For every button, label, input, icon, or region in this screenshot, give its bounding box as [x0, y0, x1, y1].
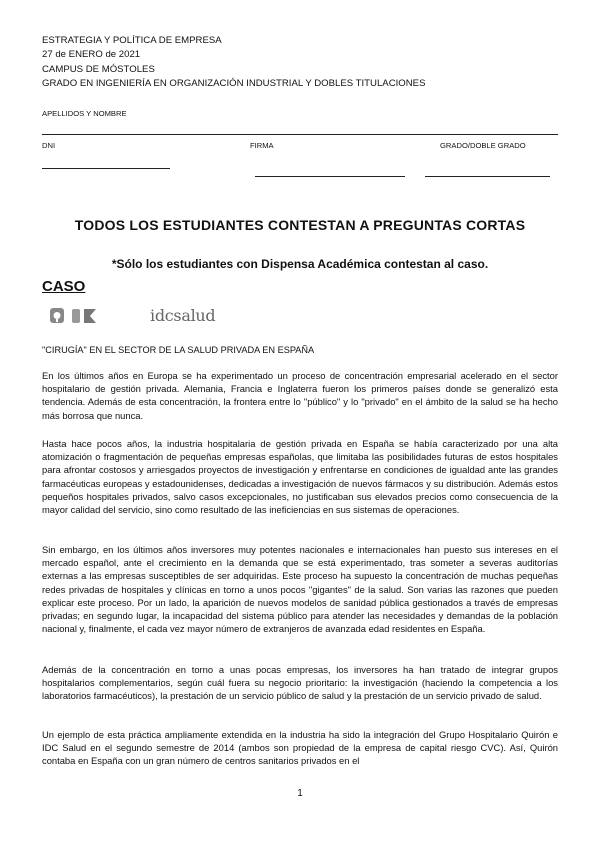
degree-name: GRADO EN INGENIERÍA EN ORGANIZACIÓN INDUSTRIAL Y DOBLES TITULACIONES [42, 77, 426, 89]
dni-field-line[interactable] [42, 168, 170, 169]
paragraph-4: Además de la concentración en torno a unas pocas empresas, los inversores ha han tratado de integrar grupos hospitalarios complementarios, según cuál fuera su negocio prioritario: la investigación (haciendo la competencia a los laboratorios farmacéuticos), la prestación de un servicio público de salud y la prestación de un servicio privado de salud. [42, 664, 558, 702]
name-field-line[interactable] [42, 134, 558, 135]
paragraph-3: Sin embargo, en los últimos años inversores muy potentes nacionales e internacionales han puesto sus intereses en el mercado español, ante el crecimiento en la demanda que se está experimentado, tras someter a severas auditorías externas a las empresas susceptibles de ser adquiridas. Este proceso ha supuesto la concentración de muchas pequeñas redes privadas de hospitales y clínicas en torno a unos pocos "gigantes" de la salud. Son varias las razones que pueden explicar este proceso. Por un lado, la aparición de nuevos modelos de sanidad pública gestionados a través de empresas privadas; en segundo lugar, la incapacidad del sistema público para atender las necesidades y demandas de la población nacional y, finalmente, el cada vez mayor número de extranjeros de avanzada edad residentes en España. [42, 544, 558, 635]
page-number: 1 [297, 788, 303, 799]
dni-label: DNI [42, 141, 56, 150]
idcsalud-logo [48, 305, 216, 327]
sub-instruction: *Sólo los estudiantes con Dispensa Académica contestan al caso. [111, 257, 489, 271]
campus-name: CAMPUS DE MÓSTOLES [42, 63, 155, 75]
exam-header [42, 34, 425, 91]
idcsalud-logo-text: idcsalud [150, 306, 216, 325]
paragraph-1: En los últimos años en Europa se ha experimentado un proceso de concentración empresarial acelerado en el sector hospitalario de gestión privada. Alemania, Francia e Inglaterra fueron los primeros países donde se generalizó esta tendencia. Además de esta concentración, la frontera entre lo "público" y lo "privado" en el ámbito de la salud se ha hecho más borrosa que nunca. [42, 370, 558, 421]
paragraph-2: Hasta hace pocos años, la industria hospitalaria de gestión privada en España se había caracterizado por una alta atomización o fragmentación de pequeñas empresas españolas, que limitaba las posibilidades futuras de estos hospitales para afrontar costosos y arriesgados proyectos de investigación y enfrentarse en condiciones de igualdad ante las grandes farmacéuticas europeas y estadounidenses, dedicadas a investigación de nuevos fármacos y su distribución. Además estos pequeños hospitales privados, salvo casos excepcionales, no justificaban sus elevados precios como consecuencia de la mayor calidad del servicio, sino como resultado de las ineficiencias en sus sistemas de operaciones. [42, 438, 558, 516]
caso-heading: CASO [42, 278, 86, 295]
grado-field-line[interactable] [425, 176, 550, 177]
apellidos-label: APELLIDOS Y NOMBRE [42, 109, 127, 118]
grado-label: GRADO/DOBLE GRADO [440, 141, 526, 150]
paragraph-5: Un ejemplo de esta práctica ampliamente extendida en la industria ha sido la integración del Grupo Hospitalario Quirón e IDC Salud en el segundo semestre de 2014 (ambos son propiedad de la empresa de capital riesgo CVC). Así, Quirón contaba en España con un gran número de centros sanitarios privados en el [42, 729, 558, 767]
firma-label: FIRMA [250, 141, 274, 150]
idcsalud-logo-icon [48, 305, 148, 327]
case-subheading: "CIRUGÍA" EN EL SECTOR DE LA SALUD PRIVADA EN ESPAÑA [42, 345, 315, 355]
firma-field-line[interactable] [255, 176, 405, 177]
exam-date: 27 de ENERO de 2021 [42, 49, 141, 61]
course-title: ESTRATEGIA Y POLÍTICA DE EMPRESA [42, 35, 222, 46]
main-instruction: TODOS LOS ESTUDIANTES CONTESTAN A PREGUNTAS CORTAS [74, 217, 526, 233]
